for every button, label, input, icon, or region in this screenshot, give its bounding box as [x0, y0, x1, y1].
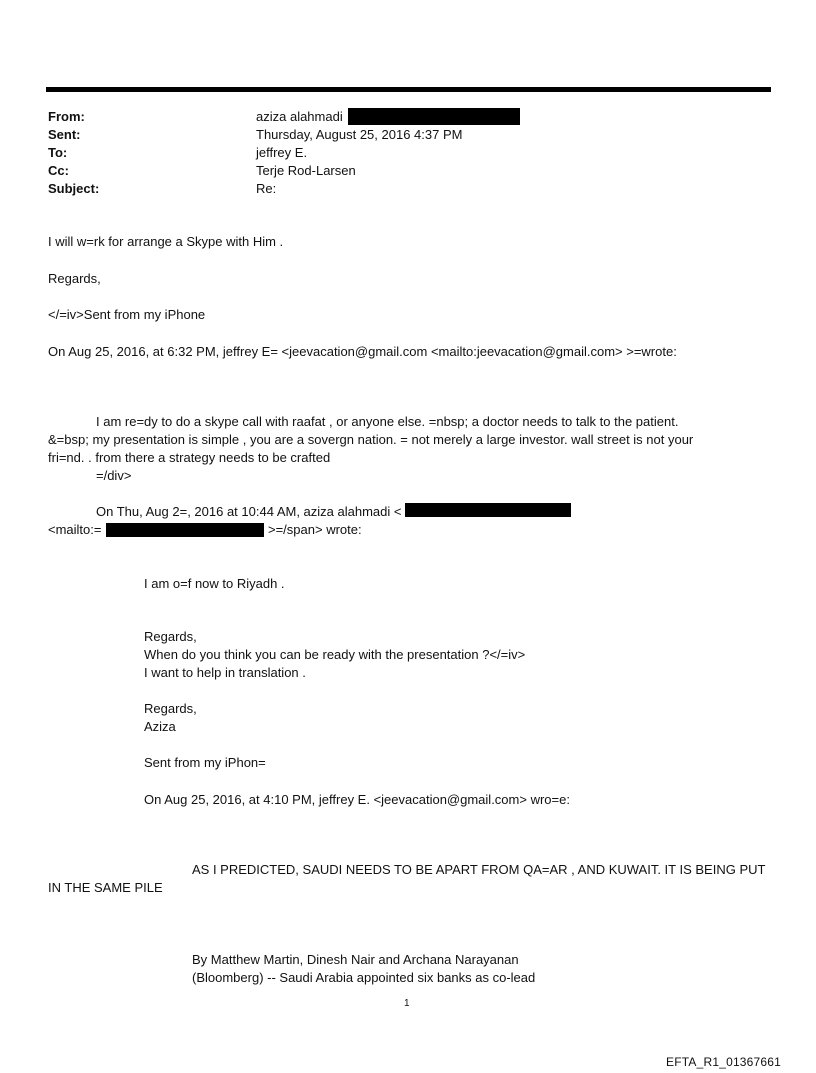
from-label: From: — [48, 109, 85, 124]
quoted-line: When do you think you can be ready with the presentation ?</=iv> — [144, 647, 526, 662]
document-id: EFTA_R1_01367661 — [666, 1055, 782, 1069]
quoted-line: IN THE SAME PILE — [48, 880, 163, 895]
quoted-line: (Bloomberg) -- Saudi Arabia appointed six banks as co-lead — [192, 970, 536, 985]
quote-header: On Aug 25, 2016, at 6:32 PM, jeffrey E= <jeevacation@gmail.com <mailto:jeevacation@gmail.com> >=wrote: — [48, 344, 677, 359]
header-rule — [46, 87, 771, 92]
quoted-line: Sent from my iPhon= — [144, 755, 266, 770]
cc-value: Terje Rod-Larsen — [256, 163, 356, 178]
quoted-line: I want to help in translation . — [144, 665, 306, 680]
redaction-bar — [405, 503, 571, 517]
redaction-bar — [106, 523, 264, 537]
body-line: I will w=rk for arrange a Skype with Him . — [48, 234, 284, 249]
quoted-line: fri=nd. . from there a strategy needs to be crafted — [48, 450, 331, 465]
from-value: aziza alahmadi — [256, 109, 343, 124]
to-label: To: — [48, 145, 68, 160]
quoted-line: >=/span> wrote: — [268, 522, 362, 537]
quoted-line: Regards, — [144, 629, 197, 644]
quote-header: On Thu, Aug 2=, 2016 at 10:44 AM, aziza alahmadi < — [96, 504, 402, 519]
quoted-line: I am re=dy to do a skype call with raafat , or anyone else. =nbsp; a doctor needs to talk to the patient. — [96, 414, 679, 429]
page-number: 1 — [404, 998, 410, 1009]
quoted-line: &=bsp; my presentation is simple , you are a sovergn nation. = not merely a large investor. wall street is not your — [48, 432, 694, 447]
to-value: jeffrey E. — [256, 145, 308, 160]
quoted-line: Regards, — [144, 701, 197, 716]
quoted-line: Aziza — [144, 719, 176, 734]
cc-label: Cc: — [48, 163, 69, 178]
quote-header: On Aug 25, 2016, at 4:10 PM, jeffrey E. <jeevacation@gmail.com> wro=e: — [144, 792, 570, 807]
sent-value: Thursday, August 25, 2016 4:37 PM — [256, 127, 463, 142]
redaction-bar — [348, 108, 520, 125]
subject-label: Subject: — [48, 181, 100, 196]
body-line: Regards, — [48, 271, 101, 286]
quoted-line: <mailto:= — [48, 522, 102, 537]
quoted-line: =/div> — [96, 468, 132, 483]
sent-label: Sent: — [48, 127, 81, 142]
quoted-line: AS I PREDICTED, SAUDI NEEDS TO BE APART FROM QA=AR , AND KUWAIT. IT IS BEING PUT — [192, 862, 766, 877]
body-line: </=iv>Sent from my iPhone — [48, 307, 206, 322]
subject-value: Re: — [256, 181, 277, 196]
quoted-line: By Matthew Martin, Dinesh Nair and Archana Narayanan — [192, 952, 519, 967]
quoted-line: I am o=f now to Riyadh . — [144, 576, 285, 591]
